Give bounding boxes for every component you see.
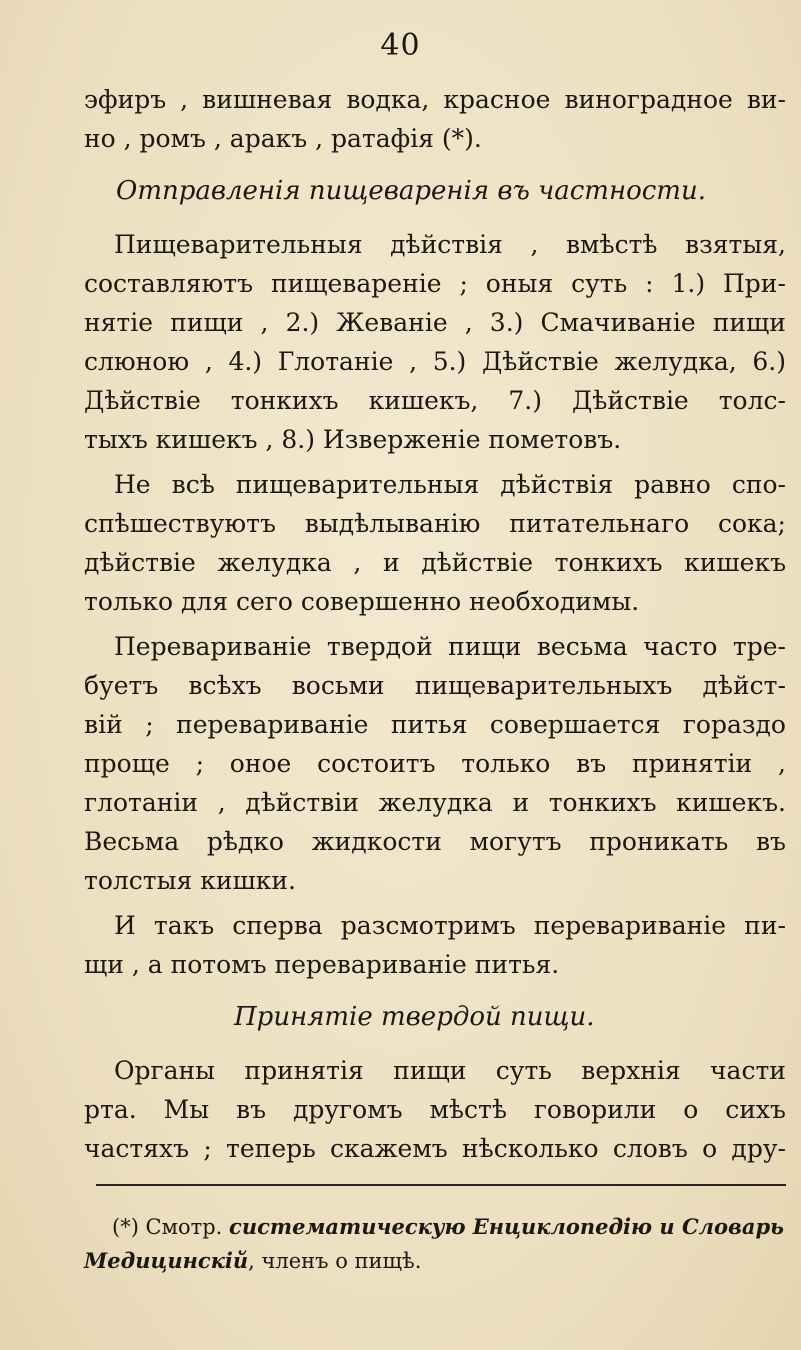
footnote-line bbox=[84, 1210, 786, 1244]
text-line: составляютъ пищевареніе ; оныя суть : 1.) При- bbox=[84, 269, 786, 298]
footnote-reference: (*) Смотр. bbox=[112, 1215, 223, 1239]
text-line: Органы принятія пищи суть верхнія части bbox=[114, 1056, 786, 1085]
paragraph-1 bbox=[84, 80, 786, 158]
text-line: нятіе пищи , 2.) Жеваніе , 3.) Смачиваніе пищи bbox=[84, 308, 786, 337]
text-line: рта. Мы въ другомъ мѣстѣ говорили о сихъ bbox=[84, 1095, 786, 1124]
text-line: И такъ сперва разсмотримъ перевариваніе пи- bbox=[114, 911, 786, 940]
text-line: проще ; оное состоитъ только въ принятіи , bbox=[84, 749, 786, 778]
footnote-text: , членъ о пищѣ. bbox=[248, 1249, 422, 1273]
footnote-italic-title: Медицинскій bbox=[84, 1248, 249, 1273]
text-line: толстыя кишки. bbox=[84, 866, 296, 895]
main-text bbox=[84, 80, 786, 1168]
footnote-line bbox=[84, 1244, 786, 1278]
text-line: Дѣйствіе тонкихъ кишекъ, 7.) Дѣйствіе толс- bbox=[84, 386, 786, 415]
text-line: вій ; перевариваніе питья совершается гораздо bbox=[84, 710, 786, 739]
paragraph-2 bbox=[84, 225, 786, 459]
text-line: спѣшествуютъ выдѣлыванію питательнаго сока; bbox=[84, 509, 786, 538]
text-line: Не всѣ пищеварительныя дѣйствія равно спо- bbox=[114, 470, 786, 499]
text-line: частяхъ ; теперь скажемъ нѣсколько словъ о дру- bbox=[84, 1134, 786, 1163]
page-number: 40 bbox=[380, 28, 421, 63]
text-line: но , ромъ , аракъ , ратафія (*). bbox=[84, 124, 482, 153]
paragraph-6 bbox=[84, 1051, 786, 1168]
section-heading-digestion-functions: Отправленія пищеваренія въ частности. bbox=[116, 176, 706, 206]
text-line: слюною , 4.) Глотаніе , 5.) Дѣйствіе желудка, 6.) bbox=[84, 347, 786, 376]
text-line: глотаніи , дѣйствіи желудка и тонкихъ кишекъ. bbox=[84, 788, 786, 817]
text-line: Пищеварительныя дѣйствія , вмѣстѣ взятыя, bbox=[114, 230, 786, 259]
text-line: эфиръ , вишневая водка, красное виноградное ви- bbox=[84, 85, 786, 114]
section-heading-food-intake: Принятіе твердой пищи. bbox=[234, 1002, 595, 1032]
paragraph-4 bbox=[84, 627, 786, 900]
text-line: Весьма рѣдко жидкости могутъ проникать въ bbox=[84, 827, 786, 856]
paragraph-5 bbox=[84, 906, 786, 984]
text-line: только для сего совершенно необходимы. bbox=[84, 587, 640, 616]
text-line: тыхъ кишекъ , 8.) Изверженіе пометовъ. bbox=[84, 425, 622, 454]
text-line: Перевариваніе твердой пищи весьма часто тре- bbox=[114, 632, 786, 661]
text-line: щи , а потомъ перевариваніе питья. bbox=[84, 950, 560, 979]
footnote bbox=[84, 1210, 786, 1278]
paragraph-3 bbox=[84, 465, 786, 621]
text-line: буетъ всѣхъ восьми пищеварительныхъ дѣйст- bbox=[84, 671, 786, 700]
footnote-italic-title: систематическую Енциклопедію и Словарь bbox=[229, 1214, 784, 1239]
text-line: дѣйствіе желудка , и дѣйствіе тонкихъ кишекъ bbox=[84, 548, 786, 577]
footnote-divider bbox=[96, 1184, 786, 1186]
